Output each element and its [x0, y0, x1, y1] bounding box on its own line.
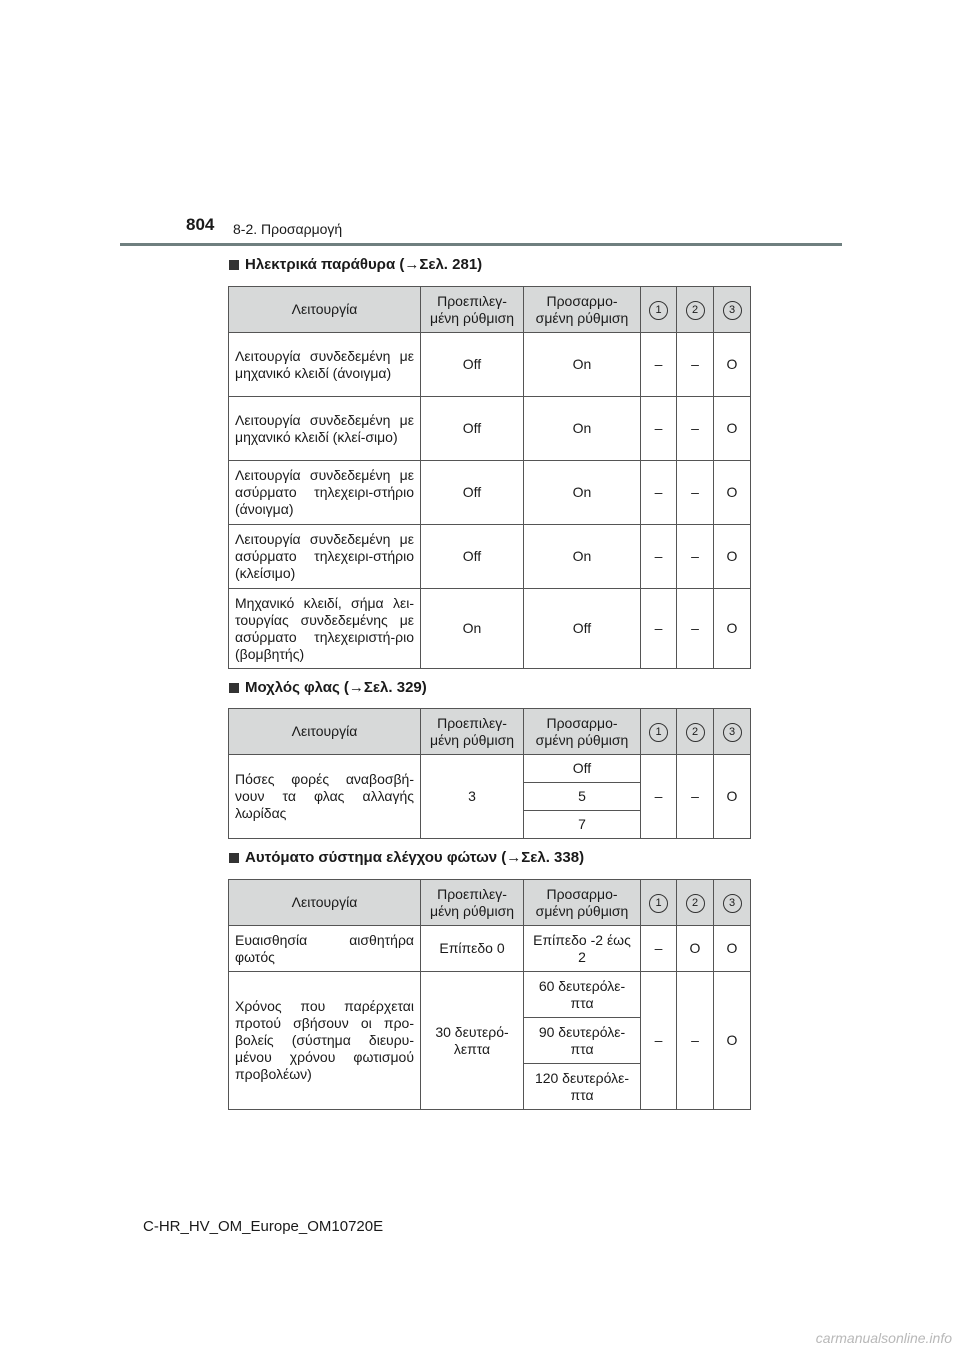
table-row	[229, 926, 751, 972]
page-number: 804	[186, 215, 215, 234]
cell-function: Λειτουργία συνδεδεμένη με ασύρματο τηλεχειρι-στήριο (κλείσιμο)	[229, 525, 421, 589]
section1-heading	[229, 256, 482, 273]
cell-c3: O	[714, 926, 751, 972]
auto-light-table	[228, 879, 751, 1110]
col-function: Λειτουργία	[229, 287, 421, 333]
table-row	[229, 333, 751, 397]
cell-function: Ευαισθησία αισθητήρα φωτός	[229, 926, 421, 972]
cell-function: Μηχανικό κλειδί, σήμα λει-τουργίας συνδεδεμένης με ασύρματο τηλεχειριστή-ριο (βομβητής)	[229, 589, 421, 669]
cell-default: Off	[421, 525, 524, 589]
cell-c2: –	[677, 397, 714, 461]
section2-title: Μοχλός φλας (→Σελ. 329)	[245, 679, 427, 696]
cell-default: Off	[421, 333, 524, 397]
cell-custom: On	[524, 525, 641, 589]
cell-c3: O	[714, 972, 751, 1110]
table-header-row	[229, 880, 751, 926]
cell-c1: –	[641, 972, 677, 1110]
col-3	[714, 287, 751, 333]
section3-title: Αυτόματο σύστημα ελέγχου φώτων (→Σελ. 338)	[245, 849, 585, 866]
table-row	[229, 755, 751, 783]
cell-c1: –	[641, 755, 677, 839]
cell-c2: –	[677, 972, 714, 1110]
table-row	[229, 589, 751, 669]
cell-c3: O	[714, 461, 751, 525]
cell-c2: –	[677, 755, 714, 839]
table-header-row	[229, 287, 751, 333]
power-windows-table	[228, 286, 751, 669]
cell-c1: –	[641, 397, 677, 461]
cell-custom: Επίπεδο -2 έως 2	[524, 926, 641, 972]
circled-number-1-icon: 1	[649, 301, 668, 320]
circled-number-2-icon: 2	[686, 723, 705, 742]
col-2	[677, 287, 714, 333]
cell-default: Off	[421, 397, 524, 461]
cell-function: Χρόνος που παρέρχεται προτού σβήσουν οι προ-βολείς (σύστημα διευρυ-μένου χρόνου φωτισμού προβολέων)	[229, 972, 421, 1110]
circled-number-1-icon: 1	[649, 723, 668, 742]
cell-c1: –	[641, 461, 677, 525]
circled-number-2-icon: 2	[686, 301, 705, 320]
cell-c1: –	[641, 525, 677, 589]
table-row	[229, 461, 751, 525]
cell-c1: –	[641, 333, 677, 397]
cell-custom-option: 60 δευτερόλε-πτα	[524, 972, 641, 1018]
cell-custom: On	[524, 333, 641, 397]
cell-default: 30 δευτερό-λεπτα	[421, 972, 524, 1110]
circled-number-3-icon: 3	[723, 894, 742, 913]
col-default: Προεπιλεγ-μένη ρύθμιση	[421, 880, 524, 926]
cell-c3: O	[714, 333, 751, 397]
cell-default: On	[421, 589, 524, 669]
cell-c3: O	[714, 525, 751, 589]
circled-number-3-icon: 3	[723, 723, 742, 742]
circled-number-3-icon: 3	[723, 301, 742, 320]
cell-default: Επίπεδο 0	[421, 926, 524, 972]
col-2	[677, 709, 714, 755]
col-default: Προεπιλεγ-μένη ρύθμιση	[421, 709, 524, 755]
col-2	[677, 880, 714, 926]
turn-signal-table	[228, 708, 751, 839]
table-header-row	[229, 709, 751, 755]
cell-function: Λειτουργία συνδεδεμένη με ασύρματο τηλεχειρι-στήριο (άνοιγμα)	[229, 461, 421, 525]
cell-default: 3	[421, 755, 524, 839]
cell-custom-option: 90 δευτερόλε-πτα	[524, 1018, 641, 1064]
cell-custom: On	[524, 397, 641, 461]
cell-c2: –	[677, 525, 714, 589]
table-row	[229, 397, 751, 461]
cell-custom-option: 120 δευτερόλε-πτα	[524, 1064, 641, 1110]
col-1	[641, 880, 677, 926]
cell-custom-option: 7	[524, 811, 641, 839]
col-3	[714, 880, 751, 926]
cell-function: Πόσες φορές αναβοσβή-νουν τα φλας αλλαγής λωρίδας	[229, 755, 421, 839]
cell-c2: –	[677, 461, 714, 525]
section-label: 8-2. Προσαρμογή	[233, 221, 343, 237]
col-1	[641, 709, 677, 755]
table-row	[229, 972, 751, 1018]
col-custom: Προσαρμο-σμένη ρύθμιση	[524, 880, 641, 926]
cell-custom: Off	[524, 589, 641, 669]
table-row	[229, 525, 751, 589]
square-bullet-icon	[229, 683, 239, 693]
cell-c1: –	[641, 589, 677, 669]
cell-custom-option: Off	[524, 755, 641, 783]
header-rule	[120, 243, 842, 246]
cell-c2: –	[677, 333, 714, 397]
cell-default: Off	[421, 461, 524, 525]
square-bullet-icon	[229, 260, 239, 270]
col-3	[714, 709, 751, 755]
col-default: Προεπιλεγ-μένη ρύθμιση	[421, 287, 524, 333]
cell-c1: –	[641, 926, 677, 972]
cell-c3: O	[714, 397, 751, 461]
cell-custom: On	[524, 461, 641, 525]
cell-function: Λειτουργία συνδεδεμένη με μηχανικό κλειδί (άνοιγμα)	[229, 333, 421, 397]
section1-title: Ηλεκτρικά παράθυρα (→Σελ. 281)	[245, 256, 483, 273]
col-custom: Προσαρμο-σμένη ρύθμιση	[524, 709, 641, 755]
cell-custom-option: 5	[524, 783, 641, 811]
footer-doc-id: C-HR_HV_OM_Europe_OM10720E	[143, 1218, 384, 1235]
cell-function: Λειτουργία συνδεδεμένη με μηχανικό κλειδί (κλεί-σιμο)	[229, 397, 421, 461]
cell-c3: O	[714, 589, 751, 669]
watermark[interactable]: carmanualsonline.info	[815, 1330, 952, 1346]
col-function: Λειτουργία	[229, 880, 421, 926]
cell-c3: O	[714, 755, 751, 839]
col-1	[641, 287, 677, 333]
section3-heading	[229, 849, 584, 866]
circled-number-1-icon: 1	[649, 894, 668, 913]
square-bullet-icon	[229, 853, 239, 863]
col-function: Λειτουργία	[229, 709, 421, 755]
section2-heading	[229, 679, 427, 696]
cell-c2: O	[677, 926, 714, 972]
circled-number-2-icon: 2	[686, 894, 705, 913]
col-custom: Προσαρμο-σμένη ρύθμιση	[524, 287, 641, 333]
cell-c2: –	[677, 589, 714, 669]
